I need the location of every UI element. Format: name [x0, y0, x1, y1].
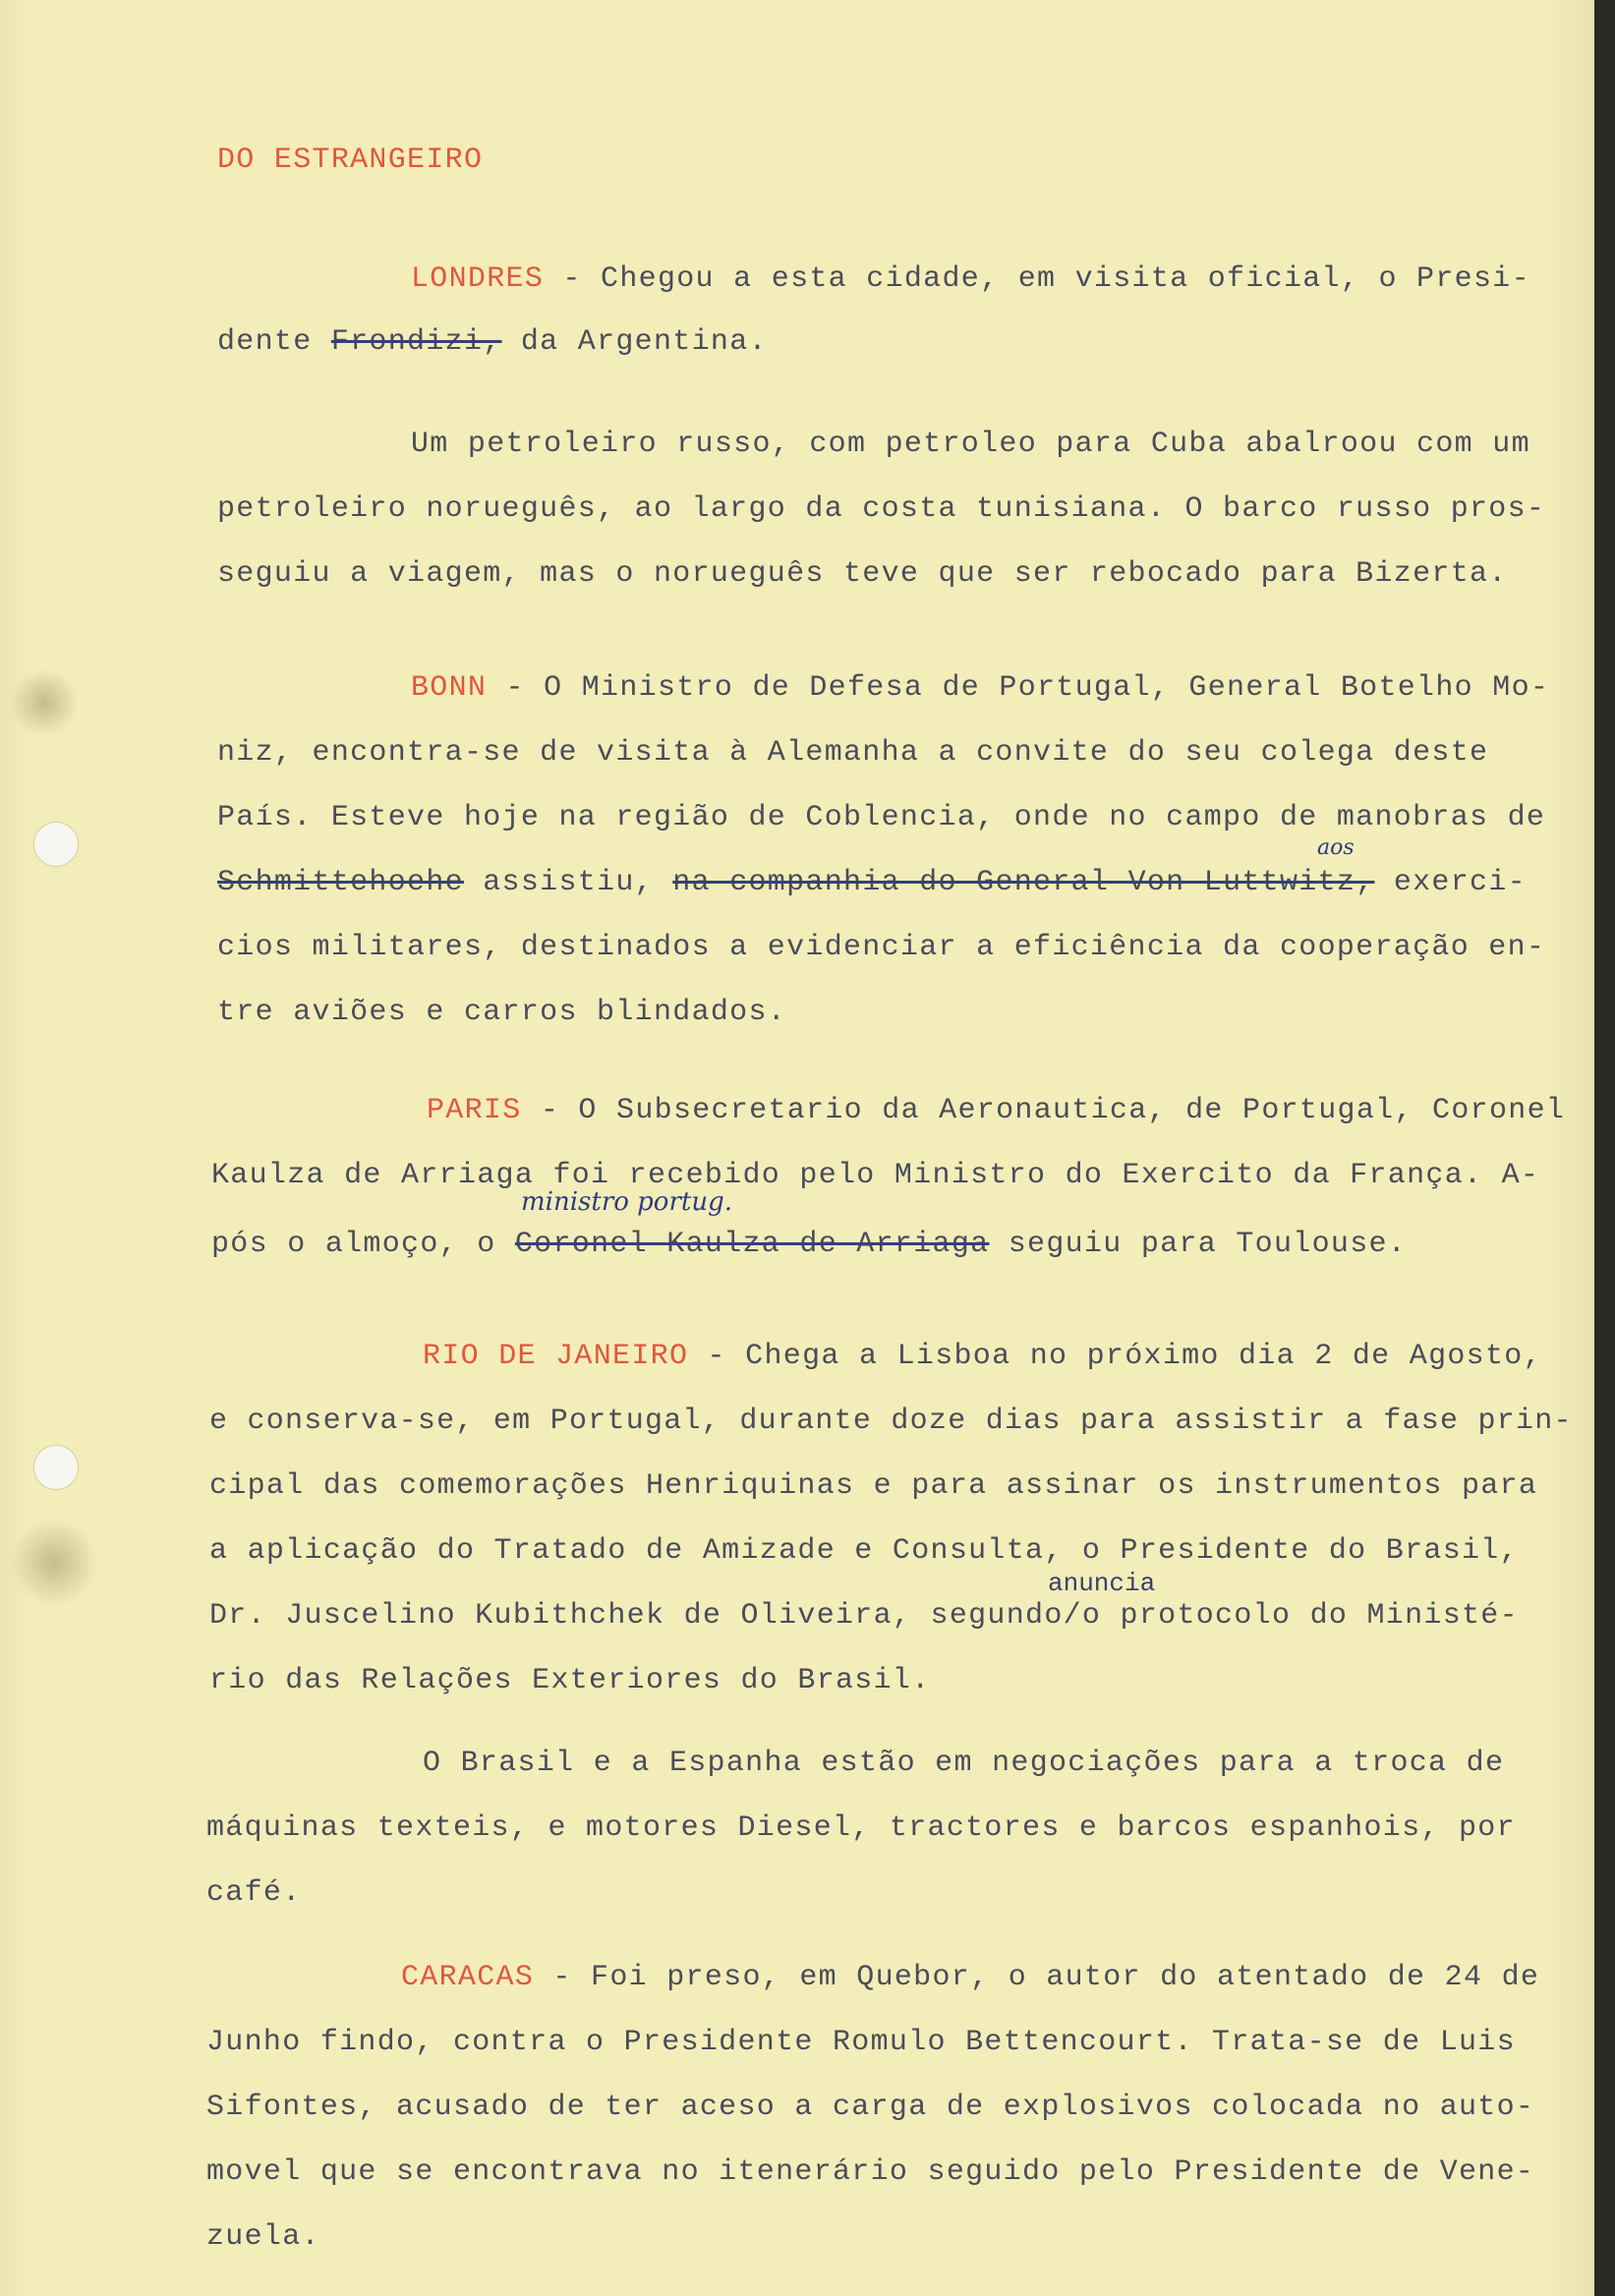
struck-text: Schmittehoehe: [217, 866, 464, 899]
place-caracas: CARACAS: [401, 1961, 535, 1994]
paris-line-1: [427, 1093, 1565, 1128]
text: seguiu para Toulouse.: [989, 1228, 1408, 1261]
rio-line-3: cipal das comemorações Henriquinas e para assinar os instrumentos para: [209, 1469, 1538, 1503]
rio-line-1: [423, 1339, 1542, 1374]
text: da Argentina.: [501, 325, 768, 359]
handwritten-insertion: aos: [1317, 835, 1355, 860]
bonn-line-2: niz, encontra-se de visita à Alemanha a convite do seu colega deste: [217, 736, 1489, 770]
text: pós o almoço, o: [211, 1228, 515, 1261]
struck-text: Frondizi,: [330, 325, 502, 359]
caracas-line-4: movel que se encontrava no itenerário seguido pelo Presidente de Vene-: [206, 2155, 1535, 2189]
londres-line-2: [217, 324, 768, 360]
place-londres: LONDRES: [411, 262, 545, 296]
rio-p2-line-3: café.: [206, 1876, 302, 1910]
rio-p2-line-1: O Brasil e a Espanha estão em negociações para a troca de: [423, 1747, 1505, 1780]
struck-text: Coronel Kaulza de Arriaga: [514, 1228, 990, 1261]
bonn-line-1: [411, 670, 1549, 706]
londres-p2-line-2: petroleiro norueguês, ao largo da costa tunisiana. O barco russo pros-: [217, 492, 1546, 526]
text: - Chegou a esta cidade, em visita oficial, o Presi-: [544, 262, 1530, 296]
bonn-line-4: [217, 865, 1527, 900]
punch-hole: [33, 1445, 79, 1490]
rio-line-5: Dr. Juscelino Kubithchek de Oliveira, segundo/o protocolo do Ministé-: [209, 1599, 1519, 1633]
place-rio: RIO DE JANEIRO: [423, 1340, 689, 1373]
paris-line-2: Kaulza de Arriaga foi recebido pelo Ministro do Exercito da França. A-: [211, 1159, 1540, 1192]
text: - O Ministro de Defesa de Portugal, General Botelho Mo-: [487, 671, 1550, 705]
handwritten-insertion: ministro portug.: [521, 1187, 732, 1217]
text: exerci-: [1374, 866, 1527, 899]
rio-line-4: a aplicação do Tratado de Amizade e Consulta, o Presidente do Brasil,: [209, 1534, 1519, 1568]
handwritten-insertion: anuncia: [1048, 1569, 1156, 1598]
punch-hole: [33, 822, 79, 867]
struck-text: na companhia do General Von Luttwitz,: [672, 866, 1375, 899]
text: dente: [217, 325, 331, 359]
place-bonn: BONN: [411, 671, 488, 705]
text: - Chega a Lisboa no próximo dia 2 de Agosto,: [688, 1340, 1542, 1373]
paris-line-3: [211, 1227, 1407, 1262]
text: assistiu,: [463, 866, 673, 899]
caracas-line-5: zuela.: [206, 2220, 320, 2254]
rio-p2-line-2: máquinas texteis, e motores Diesel, tractores e barcos espanhois, por: [206, 1811, 1516, 1845]
place-paris: PARIS: [427, 1094, 522, 1127]
stain: [10, 668, 79, 737]
caracas-line-1: [401, 1960, 1539, 1995]
caracas-line-2: Junho findo, contra o Presidente Romulo Bettencourt. Trata-se de Luis: [206, 2026, 1516, 2059]
stain: [10, 1519, 98, 1607]
rio-line-6: rio das Relações Exteriores do Brasil.: [209, 1664, 931, 1697]
londres-p2-line-3: seguiu a viagem, mas o norueguês teve que ser rebocado para Bizerta.: [217, 557, 1508, 591]
section-title: DO ESTRANGEIRO: [217, 144, 484, 177]
text: - O Subsecretario da Aeronautica, de Portugal, Coronel: [521, 1094, 1566, 1127]
rio-line-2: e conserva-se, em Portugal, durante doze dias para assistir a fase prin-: [209, 1405, 1573, 1438]
londres-p2-line-1: Um petroleiro russo, com petroleo para Cuba abalroou com um: [411, 428, 1530, 461]
bonn-line-5: cios militares, destinados a evidenciar a eficiência da cooperação en-: [217, 931, 1546, 964]
bonn-line-3: País. Esteve hoje na região de Coblencia, onde no campo de manobras de: [217, 801, 1546, 834]
text: - Foi preso, em Quebor, o autor do atentado de 24 de: [534, 1961, 1540, 1994]
bonn-line-6: tre aviões e carros blindados.: [217, 996, 787, 1029]
caracas-line-3: Sifontes, acusado de ter aceso a carga de explosivos colocada no auto-: [206, 2091, 1535, 2124]
londres-line-1: [411, 261, 1530, 297]
